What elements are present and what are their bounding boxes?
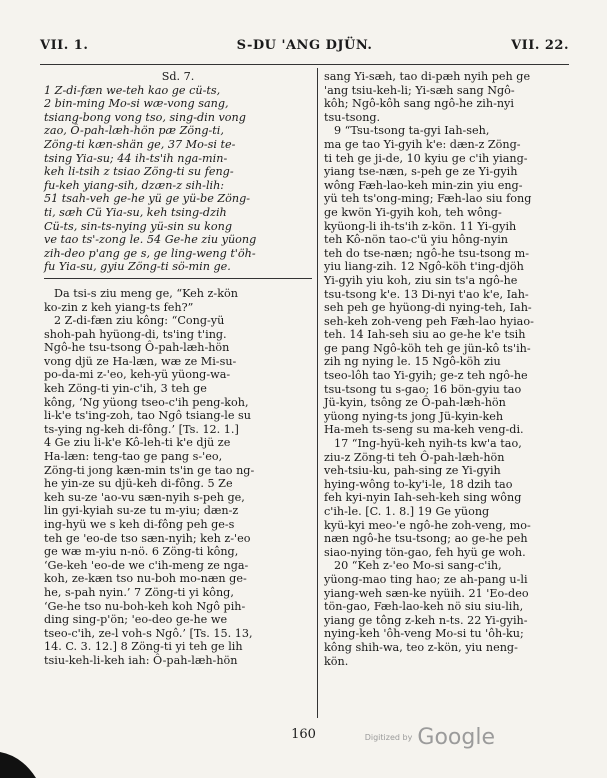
text-line: ma ge tao Yi-gyih k'e: dæn-z Zöng- [324,137,521,151]
right-text-column [324,70,570,668]
text-line: kön. [324,654,349,668]
text-line: kôh; Ngô-kôh sang ngô-he zih-nyi [324,97,514,111]
text-line: Cü-ts, sin-ts-nying yü-sin su kong [44,219,233,233]
text-line: tsiang-bong vong tso, sing-din vong [44,110,246,124]
text-line: he, s-pah nyin.’ 7 Zöng-ti yi kông, [44,585,234,599]
text-line: yiang ge tông z-keh n-ts. 22 Yi-gyih- [324,613,528,627]
text-line: ge kwön Yi-gyih koh, teh wông- [324,205,502,219]
text-line: 4 Ge ziu li-k'e Kô-leh-ti k'e djü ze [44,436,231,450]
text-line: keh su-ze 'ao-vu sæn-nyih s-peh ge, [44,490,245,504]
text-line: siao-nying tön-gao, feh hyü ge woh. [324,545,526,559]
page-corner-shadow [0,746,40,778]
text-line: yü teh ts'ong-ming; Fæh-lao siu fong [324,192,532,206]
google-digitized-watermark [365,725,495,750]
text-line: zao, Ô-pah-læh-hön pæ Zöng-ti, [44,124,224,138]
text-line: teh Kô-nön tao-c'ü yiu hông-nyin [324,233,508,247]
text-line: fu-keh yiang-sih, dzæn-z sih-lih: [44,178,225,192]
text-line: kyü-kyi meo-'e ngô-he zoh-veng, mo- [324,518,531,532]
text-line: fu Yia-su, gyiu Zöng-ti sö-min ge. [44,260,231,274]
text-line: 51 tsah-veh ge-he yü ge yü-be Zöng- [44,192,251,206]
text-line: 9 “Tsu-tsong ta-gyi Iah-seh, [334,124,490,138]
text-line: kông shih-wa, teo z-kön, yiu neng- [324,640,518,654]
text-line: yiu liang-zih. 12 Ngô-köh t'ing-djöh [324,260,524,274]
left-body-text [44,287,312,668]
text-line: seh peh ge hyüong-di nying-teh, Iah- [324,301,532,315]
text-line: po-da-mi z-'eo, keh-yü yüong-wa- [44,368,231,382]
text-line: Ha-meh ts-seng su ma-keh veng-di. [324,423,524,437]
text-line: keh Zöng-ti yin-c'ih, 3 teh ge [44,382,207,396]
text-line: Zöng-ti jong kæn-min ts'in ge tao ng- [44,463,255,477]
text-line: lin gyi-kyiah su-ze tu m-yiu; dæn-z [44,504,239,518]
text-line: ti, sæh Cü Yia-su, keh tsing-dzih [44,205,227,219]
text-line: teh. 14 Iah-seh siu ao ge-he k'e tsih [324,328,526,342]
body-paragraph [44,287,312,314]
text-line: kông, ‘Ng yüong tseo-c'ih peng-koh, [44,395,249,409]
text-line: ko-zin z keh yiang-ts feh?” [44,300,194,314]
text-line: he yin-ze su djü-keh di-fông. 5 Ze [44,477,233,491]
text-line: hying-wông to-ky'i-le, 18 dzih tao [324,477,513,491]
text-line: ts-ying ng-keh di-fông.’ [Ts. 12. 1.] [44,422,239,436]
text-line: c'ih-le. [C. 1. 8.] 19 Ge yüong [324,505,490,518]
text-line: ve tao ts'-zong le. 54 Ge-he ziu yüong [44,233,257,247]
text-line: Jü-kyin, tsông ze Ô-pah-læh-hön [324,396,506,410]
text-line: tseo-lôh tao Yi-gyih; ge-z teh ngô-he [324,369,528,383]
text-line: 14. C. 3. 12.] 8 Zöng-ti yi teh ge lih [44,640,243,654]
text-line: tseo-c'ih, ze-l voh-s Ngô.’ [Ts. 15. 13, [44,626,253,640]
text-line: li-k'e ts'ing-zoh, tao Ngô tsiang-le su [44,409,251,423]
text-line: yiang-weh sæn-ke nyüih. 21 'Eo-deo [324,586,529,600]
text-line: ge pang Ngô-köh teh ge jün-kô ts'ih- [324,341,531,355]
summary-paragraph [44,84,312,274]
text-line: ge wæ m-yiu n-nö. 6 Zöng-ti kông, [44,545,239,559]
text-line: ing-hyü we s keh di-fông peh ge-s [44,518,235,531]
text-line: Da tsi-s ziu meng ge, “Keh z-kön [54,286,238,300]
text-line: ‘Ge-he tso nu-boh-keh koh Ngô pih- [44,599,246,613]
header-book-title: S-DU 'ANG DJÜN. [236,38,373,53]
header-chapter-ref-right: VII. 22. [511,38,569,53]
text-line: 1 Z-di-fæn we-teh kao ge cü-ts, [44,83,221,97]
text-line: 2 bin-ming Mo-si wæ-vong sang, [44,97,229,111]
text-line: yüong nying-ts jong Jü-kyin-keh [324,409,504,423]
text-line: keh li-tsih z tsiao Zöng-ti su feng- [44,165,234,179]
body-paragraph [324,437,570,559]
text-line: tsu-tsong k'e. 13 Di-nyi t'ao k'e, Iah- [324,287,529,301]
text-line: yiang tse-næn, s-peh ge ze Yi-gyih [324,165,518,179]
text-line: tsing Yia-su; 44 ih-ts'ih nga-min- [44,151,228,165]
text-line: koh, ze-kæn tso nu-boh mo-næn ge- [44,572,247,586]
text-line: kyüong-li ih-ts'ih z-kön. 11 Yi-gyih [324,219,517,233]
body-paragraph [44,314,312,667]
text-line: 2 Z-di-fæn ziu kông: “Cong-yü [54,314,225,328]
text-line: Zöng-ti kæn-shän ge, 37 Mo-si te- [44,137,236,151]
text-line: næn ngô-he tsu-tsong; ao ge-he peh [324,532,528,546]
text-line: Ha-læn: teng-tao ge pang s-'eo, [44,450,223,464]
text-line: veh-tsiu-ku, pah-sing ze Yi-gyih [324,464,501,478]
running-header [40,38,569,60]
text-line: tön-gao, Fæh-lao-keh nö siu siu-lih, [324,600,524,614]
text-line: ding sing-p'ön; 'eo-deo ge-he we [44,613,228,627]
text-line: teh do tse-næn; ngô-he tsu-tsong m- [324,246,529,260]
text-line: nying-keh 'ôh-veng Mo-si tu 'ôh-ku; [324,627,524,641]
body-paragraph [324,70,570,124]
header-rule [40,64,569,65]
text-line: feh kyi-nyin Iah-seh-keh sing wông [324,491,522,505]
text-line: sang Yi-sæh, tao di-pæh nyih peh ge [324,70,531,83]
text-line: tsu-tsong tu s-gao; 16 bön-gyiu tao [324,382,522,396]
text-line: Yi-gyih yiu koh, ziu sin ts'a ngô-he [324,273,518,287]
text-line: ‘Ge-keh 'eo-de we c'ih-meng ze nga- [44,558,249,572]
body-paragraph [324,124,570,437]
text-line: seh-keh zoh-veng peh Fæh-lao hyiao- [324,314,534,328]
text-line: zih ng nying le. 15 Ngô-köh ziu [324,355,501,369]
text-line: tsu-tsong. [324,110,381,124]
text-line: yüong-mao ting hao; ze ah-pang u-li [324,572,528,586]
header-chapter-ref-left: VII. 1. [40,38,89,53]
text-line: ti teh ge ji-de, 10 kyiu ge c'ih yiang- [324,151,528,165]
column-divider [317,68,318,718]
text-line: 'ang tsiu-keh-li; Yi-sæh sang Ngô- [324,83,515,97]
digitized-by-label: Digitized by [364,733,413,742]
chapter-summary [44,84,312,279]
text-line: ziu-z Zöng-ti teh Ô-pah-læh-hön [324,450,505,464]
page-number: 160 [291,727,316,742]
text-line: 20 “Keh z-'eo Mo-si sang-c'ih, [334,559,502,573]
text-line: shoh-pah hyüong-di, ts'ing t'ing. [44,327,227,341]
text-line: teh ge 'eo-de tso sæn-nyih; keh z-'eo [44,531,251,545]
text-line: tsiu-keh-li-keh iah: Ô-pah-læh-hön [44,653,238,667]
text-line: Ngô-he tsu-tsong Ô-pah-læh-hön [44,341,230,355]
text-line: zih-deo p'ang ge s, ge ling-weng t'öh- [44,246,256,260]
text-line: vong djü ze Ha-læn, wæ ze Mi-su- [44,354,237,368]
text-line: wông Fæh-lao-keh min-zin yiu eng- [324,178,523,192]
text-line: 17 “Ing-hyü-keh nyih-ts kw'a tao, [334,437,522,451]
section-heading: Sd. 7. [161,70,195,83]
body-paragraph [324,559,570,668]
left-text-column [44,70,312,668]
google-logo-text: Google [417,725,495,750]
